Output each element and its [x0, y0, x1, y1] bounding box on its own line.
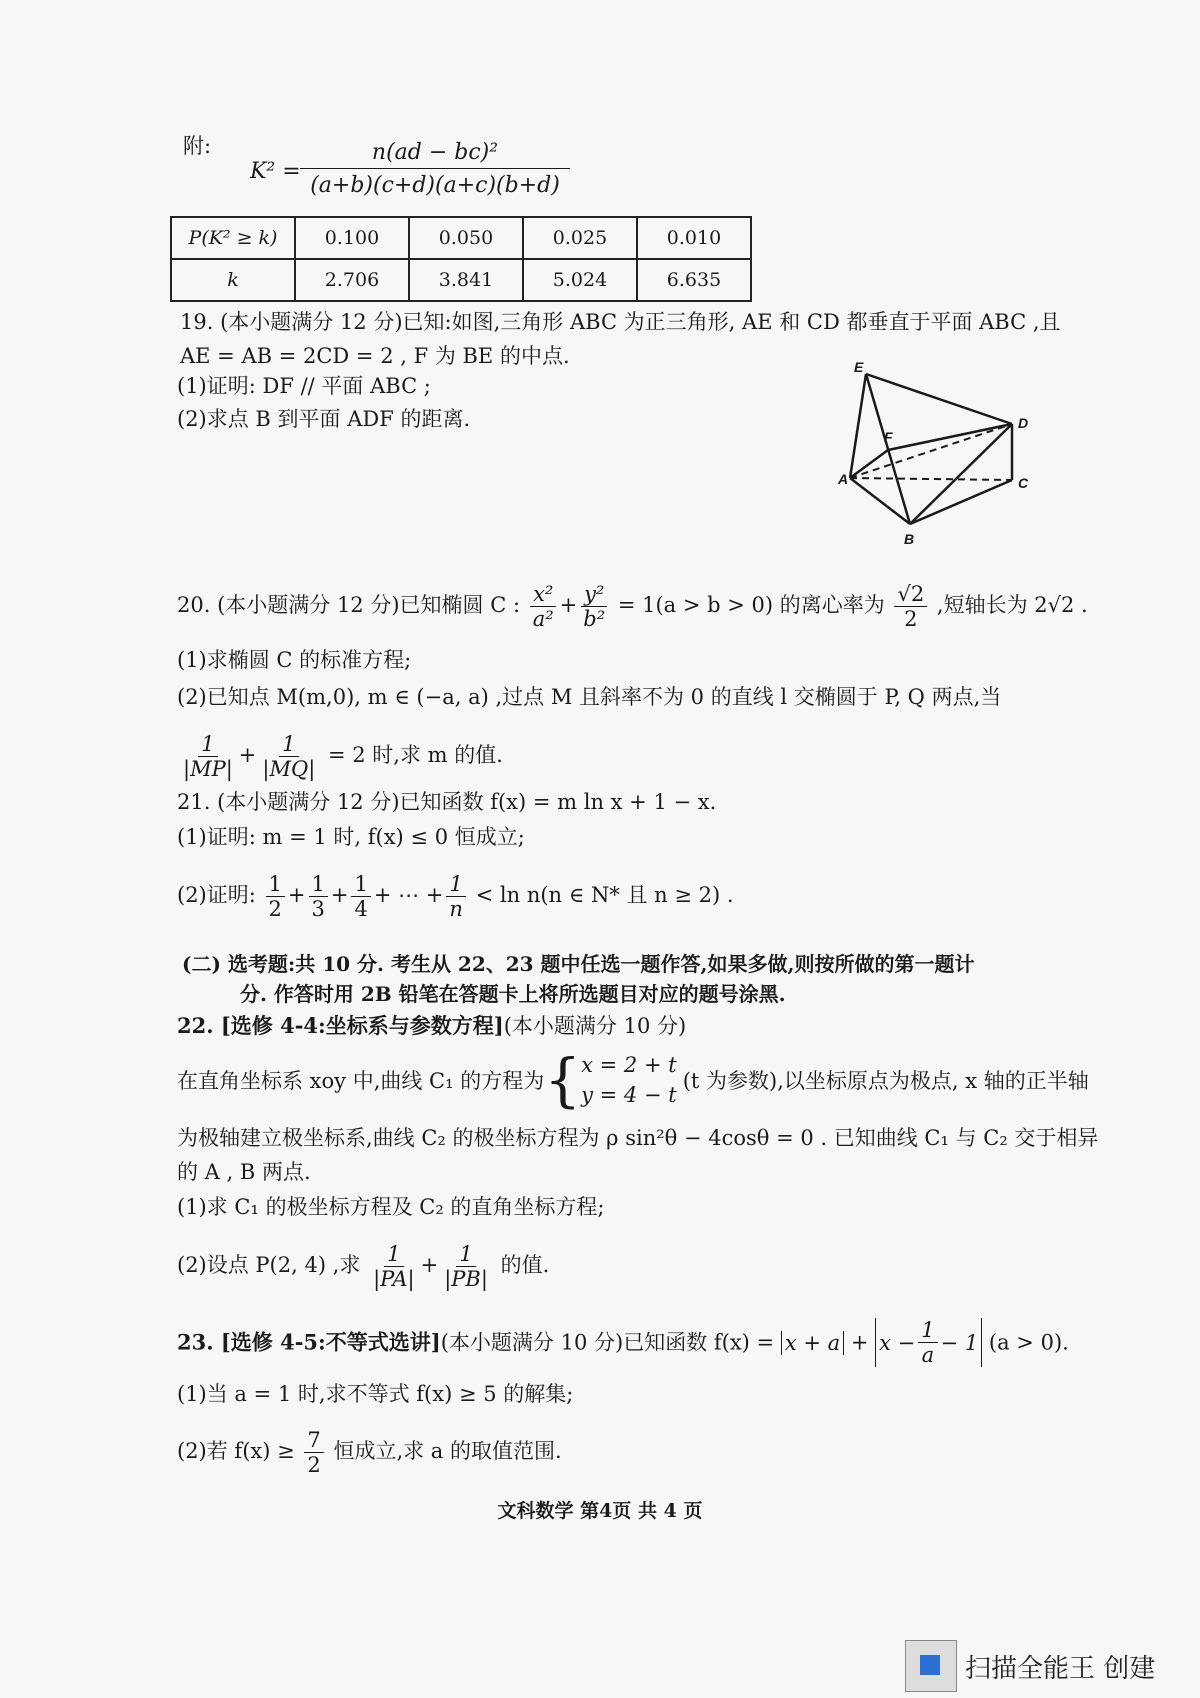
abs2-post: − 1	[940, 1330, 979, 1355]
frac-num: 1	[351, 872, 370, 897]
q21-part2: (2)证明: $\frac{1}{2}$ + $\frac{1}{3}$ + $\frac{1}{4}$ + ⋯ + $\frac{1}{n}$ < ln n(n ∈ N* 且 n ≥ 2) .	[177, 872, 734, 921]
edge-ac-hidden	[850, 478, 1012, 480]
critical-value-table	[170, 216, 752, 302]
optional-line2: 分. 作答时用 2B 铅笔在答题卡上将所选题目对应的题号涂黑.	[240, 982, 786, 1006]
edge-af	[850, 450, 888, 478]
label-c: C	[1018, 475, 1029, 491]
q19-geometry-figure	[840, 360, 1050, 560]
q19-line2: AE = AB = 2CD = 2 , F 为 BE 的中点.	[180, 344, 570, 368]
frac-den: n	[449, 897, 463, 921]
q22-line2: 为极轴建立极坐标系,曲线 C₂ 的极坐标方程为 ρ sin²θ − 4cosθ = 0 . 已知曲线 C₁ 与 C₂ 交于相异	[177, 1126, 1099, 1150]
q22-l1-post: ,以坐标原点为极点, x 轴的正半轴	[777, 1069, 1089, 1093]
table-cell: 0.050	[409, 217, 523, 259]
table-cell: 5.024	[523, 259, 637, 301]
frac-den: |MP|	[183, 757, 233, 781]
edge-fd	[888, 424, 1012, 450]
edge-bc	[910, 480, 1012, 524]
table-row	[171, 259, 751, 301]
q21-part1: (1)证明: m = 1 时, f(x) ≤ 0 恒成立;	[177, 825, 525, 849]
frac-1-pb	[441, 1242, 491, 1291]
left-brace: {	[544, 1046, 582, 1114]
label-d: D	[1018, 415, 1029, 431]
optional-line1: (二) 选考题:共 10 分. 考生从 22、23 题中任选一题作答,如果多做,则按所做的第一题计	[182, 952, 975, 976]
q22-part2-pre: (2)设点 P(2, 4) ,求	[177, 1253, 361, 1277]
page-footer: 文科数学 第4页 共 4 页	[497, 1500, 703, 1522]
frac-1-n	[446, 872, 466, 921]
q20-part2-end: = 2 时,求 m 的值.	[327, 743, 503, 767]
frac-num: 1	[918, 1318, 937, 1343]
q21-line1: 21. (本小题满分 12 分)已知函数 f(x) = m ln x + 1 − x.	[177, 790, 717, 814]
q23-title-rest: (本小题满分 10 分)已知函数 f(x) =	[440, 1330, 775, 1355]
table-cell: 0.100	[295, 217, 409, 259]
frac-1-a	[918, 1318, 937, 1367]
q20-line1	[177, 582, 1088, 631]
plus-sign: +	[559, 593, 578, 617]
q21-part2-end: < ln n(n ∈ N* 且 n ≥ 2) .	[475, 883, 734, 907]
k2-denominator: (a+b)(c+d)(a+c)(b+d)	[310, 173, 560, 198]
edge-ab	[850, 478, 910, 524]
frac-den: b²	[583, 607, 606, 631]
frac-den: a	[921, 1343, 935, 1367]
frac-den: |MQ|	[262, 757, 316, 781]
frac-1-2	[266, 872, 285, 921]
q20-mid: = 1(a > b > 0) 的离心率为	[617, 593, 885, 617]
frac-num: 1	[309, 872, 328, 897]
frac-num: x²	[530, 582, 556, 607]
q22-title-bold: 22. [选修 4-4:坐标系与参数方程]	[177, 1013, 504, 1038]
q20-pre: 20. (本小题满分 12 分)已知椭圆 C :	[177, 593, 521, 617]
table-cell: 0.025	[523, 217, 637, 259]
param-eq-x: x = 2 + t	[581, 1053, 677, 1077]
q23-title: 23. [选修 4-5:不等式选讲](本小题满分 10 分)已知函数 f(x) = x + a + x − $\frac{1}{a}$ − 1 (a > 0).	[177, 1318, 1069, 1367]
q21-part2-pre: (2)证明:	[177, 883, 256, 907]
q22-part2-end: 的值.	[500, 1253, 550, 1277]
frac-1-4	[351, 872, 370, 921]
frac-1-pa	[370, 1242, 418, 1291]
frac-7-2	[304, 1428, 323, 1477]
label-f: F	[884, 429, 893, 445]
q20-post: ,短轴长为 2√2 .	[936, 593, 1088, 617]
q23-part2-end: 恒成立,求 a 的取值范围.	[333, 1439, 562, 1463]
q22-part2: (2)设点 P(2, 4) ,求 $\frac{1}{|PA|}$ + $\frac{1}{|PB|}$ 的值.	[177, 1242, 550, 1291]
q22-line1	[177, 1044, 1089, 1116]
frac-num: 1	[456, 1242, 475, 1267]
frac-den: 2	[904, 607, 918, 631]
param-equations	[581, 1050, 677, 1110]
q22-title-rest: (本小题满分 10 分)	[503, 1014, 687, 1038]
k2-numerator: n(ad − bc)²	[300, 138, 570, 169]
frac-y2-b2	[580, 582, 608, 631]
abs2-pre: x −	[879, 1330, 916, 1355]
q22-param: (t 为参数)	[682, 1069, 778, 1093]
k2-formula	[300, 138, 570, 203]
label-e: E	[854, 359, 864, 375]
q20-part2: (2)已知点 M(m,0), m ∈ (−a, a) ,过点 M 且斜率不为 0 的直线 l 交椭圆于 P, Q 两点,当	[177, 685, 1002, 709]
frac-num: y²	[581, 582, 607, 607]
q20-part1: (1)求椭圆 C 的标准方程;	[177, 648, 412, 672]
frac-den: 2	[307, 1453, 321, 1477]
frac-x2-a2	[530, 582, 557, 631]
table-cell: 0.010	[637, 217, 751, 259]
q22-part1: (1)求 C₁ 的极坐标方程及 C₂ 的直角坐标方程;	[177, 1195, 605, 1219]
q22-line3: 的 A , B 两点.	[177, 1160, 311, 1184]
q23-title-bold: 23. [选修 4-5:不等式选讲]	[177, 1329, 441, 1355]
q22-title	[177, 1012, 686, 1040]
k2-lhs: K² =	[250, 159, 301, 184]
frac-den: 3	[311, 897, 325, 921]
frac-num: 1	[384, 1242, 403, 1267]
edge-ed	[866, 374, 1012, 424]
frac-den: a²	[532, 607, 554, 631]
table-cell: 3.841	[409, 259, 523, 301]
scanner-watermark: 扫描全能王 创建	[965, 1654, 1156, 1684]
frac-num: √2	[894, 582, 927, 607]
param-eq-y: y = 4 − t	[581, 1083, 677, 1107]
q19-part1: (1)证明: DF // 平面 ABC ;	[177, 374, 431, 398]
table-cell: P(K² ≥ k)	[171, 217, 295, 259]
frac-num: 1	[266, 872, 285, 897]
frac-1-3	[309, 872, 328, 921]
q23-part1: (1)当 a = 1 时,求不等式 f(x) ≥ 5 的解集;	[177, 1382, 574, 1406]
table-cell: 2.706	[295, 259, 409, 301]
edge-bd	[910, 424, 1012, 524]
frac-1-mp	[180, 732, 236, 781]
q23-part2	[177, 1428, 562, 1477]
q23-tail: (a > 0).	[988, 1330, 1069, 1355]
table-row	[171, 217, 751, 259]
frac-den: 2	[268, 897, 282, 921]
frac-num: 1	[198, 732, 217, 757]
edge-ad-hidden	[850, 424, 1012, 478]
q20-part2-cont: $\frac{1}{|MP|}$ + $\frac{1}{|MQ|}$ = 2 时,求 m 的值.	[177, 732, 503, 781]
label-a: A	[838, 471, 849, 487]
label-b: B	[904, 531, 915, 547]
q23-part2-pre: (2)若 f(x) ≥	[177, 1439, 295, 1463]
abs-x-minus-frac	[875, 1318, 982, 1367]
frac-num: 7	[304, 1428, 323, 1453]
frac-den: |PA|	[373, 1267, 415, 1291]
frac-num: 1	[279, 732, 298, 757]
q22-l1-pre: 在直角坐标系 xoy 中,曲线 C₁ 的方程为	[177, 1069, 545, 1093]
frac-eccentricity	[894, 582, 927, 631]
frac-1-mq	[259, 732, 318, 781]
q19-line1: 19. (本小题满分 12 分)已知:如图,三角形 ABC 为正三角形, AE 和 CD 都垂直于平面 ABC ,且	[180, 310, 1061, 334]
frac-den: |PB|	[444, 1267, 488, 1291]
edge-ea	[850, 374, 866, 478]
frac-den: 4	[354, 897, 368, 921]
q19-part2: (2)求点 B 到平面 ADF 的距离.	[177, 407, 471, 431]
table-cell: 6.635	[637, 259, 751, 301]
table-cell: k	[171, 259, 295, 301]
frac-num: 1	[446, 872, 465, 897]
ellipsis-plus: + ⋯ +	[373, 883, 444, 907]
qr-code-icon	[905, 1640, 957, 1692]
abs-x-plus-a: x + a	[781, 1331, 844, 1355]
appendix-label: 附:	[183, 134, 212, 158]
